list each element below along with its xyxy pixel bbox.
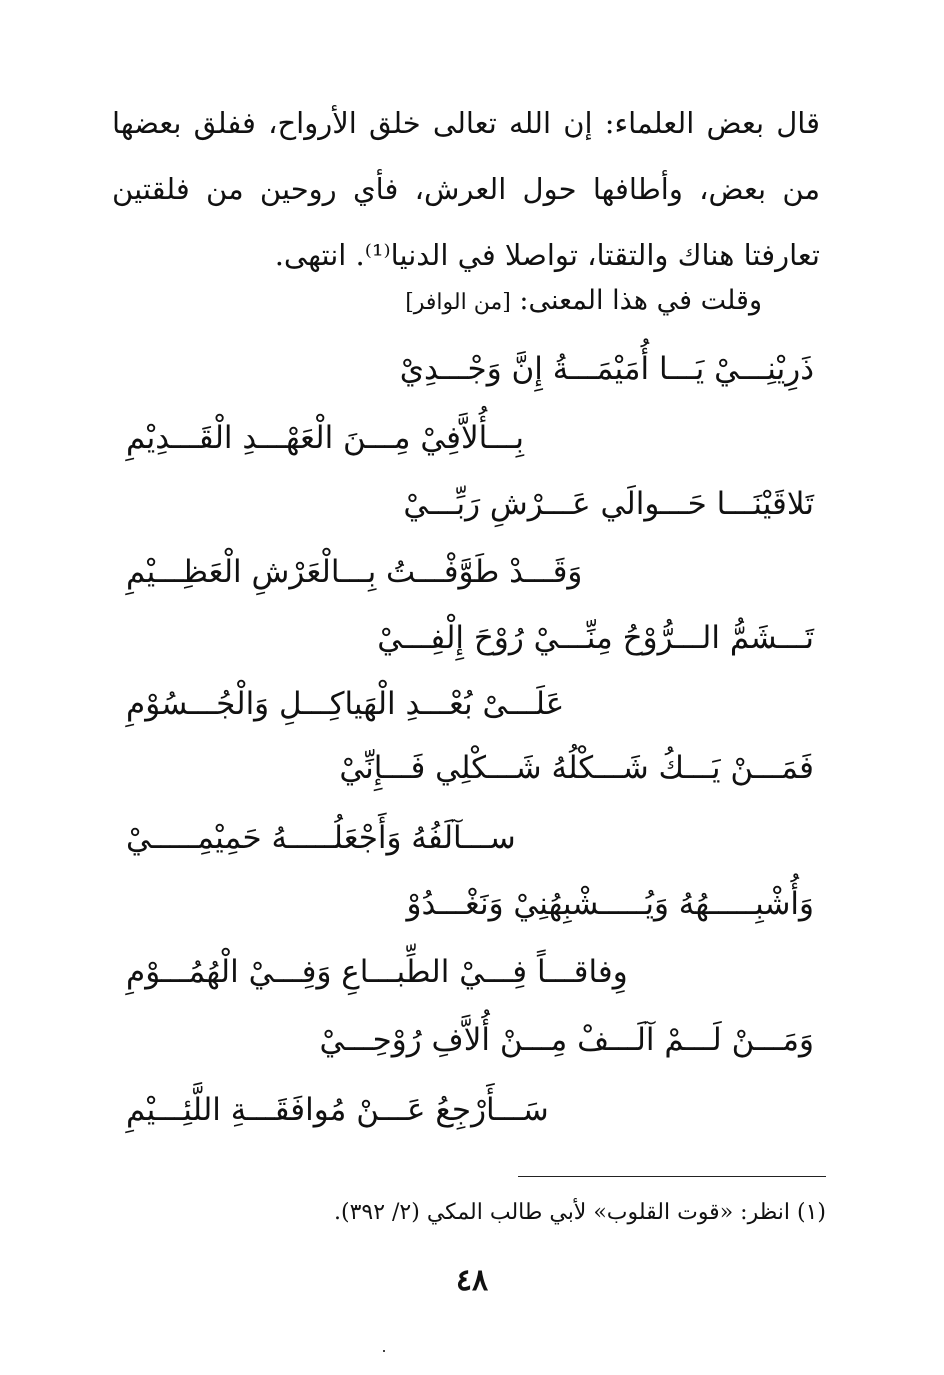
footnote-divider — [518, 1176, 826, 1177]
verse-6-first-hemistich: وَمَـــنْ لَـــمْ آلَـــفْ مِـــنْ أُلاَّفِ رُوْحِـــيْ — [319, 1022, 814, 1058]
verse-2-second-hemistich: وَقَـــدْ طَوَّفْـــتُ بِـــالْعَرْشِ الْعَظِـــيْمِ — [126, 554, 583, 590]
meter-label: [من الوافر] — [405, 290, 511, 315]
verse-1-first-hemistich: ذَرِيْنِـــيْ يَـــا أُمَيْمَـــةُ إِنَّ وَجْـــدِيْ — [399, 351, 814, 387]
verse-5-first-hemistich: وَأُشْبِـــــهُهُ وَيُـــــشْبِهُنِيْ وَنَغْـــدُوْ — [406, 886, 814, 922]
verse-5-second-hemistich: وِفاقـــاً فِـــيْ الطِّبـــاعِ وَفِـــيْ الْهُمُـــوْمِ — [126, 954, 628, 990]
footnote: (١) انظر: «قوت القلوب» لأبي طالب المكي (٢/ ٣٩٢). — [333, 1200, 826, 1225]
page-number: ٤٨ — [455, 1263, 489, 1298]
scan-speck — [383, 1350, 385, 1352]
verse-4-first-hemistich: فَمَـــنْ يَـــكُ شَـــكْلُهُ شَـــكْلِي فَـــإِنِّيْ — [339, 750, 814, 786]
verse-2-first-hemistich: تَلاقَيْنَـــا حَـــوالَي عَـــرْشِ رَبِّـــيْ — [403, 486, 814, 522]
verse-3-second-hemistich: عَلَـــىْ بُعْـــدِ الْهَياكِـــلِ وَالْجُـــسُوْمِ — [126, 686, 565, 722]
verse-6-second-hemistich: سَـــأَرْجِعُ عَـــنْ مُوافَقَـــةِ اللَّئِـــيْمِ — [126, 1092, 549, 1128]
verse-4-second-hemistich: ســـآلَفُهُ وَأَجْعَلُـــــهُ حَمِيْمِـــــيْ — [126, 820, 516, 856]
verse-3-first-hemistich: تَـــشَمُّ الـــرُّوْحُ مِنِّـــيْ رُوْحَ إِلْفِـــيْ — [377, 620, 814, 656]
verse-introduction — [202, 276, 762, 328]
body-paragraph: قال بعض العلماء: إن الله تعالى خلق الأرواح، ففلق بعضها من بعض، وأطافها حول العرش، فأي روحين من فلقتين تعارفتا هناك والتقتا، تواصلا في الدنيا⁽¹⁾. انتهى. — [112, 106, 820, 272]
intro-text: وقلت في هذا المعنى: — [519, 285, 762, 316]
verse-1-second-hemistich: بِـــأُلاَّفِيْ مِـــنَ الْعَهْـــدِ الْقَـــدِيْمِ — [126, 420, 525, 456]
